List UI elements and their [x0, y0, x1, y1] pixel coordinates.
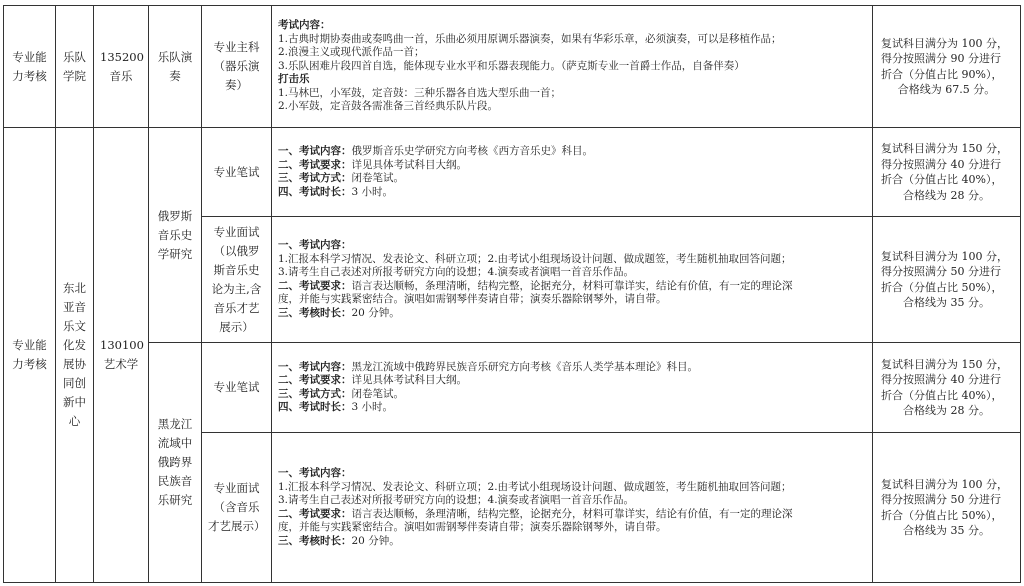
college-cell: 东北亚音乐文化发展协同创新中心 [56, 128, 94, 583]
item-key: 一、考试内容： [278, 467, 352, 479]
item-key: 一、考试内容： [278, 239, 352, 251]
item-value: 俄罗斯音乐史学研究方向考核《西方音乐史》科目。 [351, 145, 593, 157]
item-value: 黑龙江流域中俄跨界民族音乐研究方向考核《音乐人类学基本理论》科目。 [351, 360, 698, 373]
content-cell [272, 6, 873, 128]
item-key: 三、考核时长： [278, 306, 352, 319]
subject-cell: 专业面试（含音乐才艺展示） [202, 433, 272, 583]
subject-cell: 专业主科（器乐演奏） [202, 6, 272, 128]
score-line: 得分按照满分 40 分进行 [881, 157, 1001, 171]
subject-cell: 专业面试（以俄罗斯音乐史论为主,含音乐才艺展示） [202, 217, 272, 343]
content-line: 1.古典时期协奏曲或奏鸣曲一首，乐曲必须用原调乐器演奏，如果有华彩乐章，必须演奏，可以是移植作品； [278, 32, 782, 45]
content-heading: 打击乐 [278, 73, 310, 86]
item-key: 二、考试要求： [278, 374, 352, 386]
score-line: 折合（分值占比 50%）， [881, 508, 1003, 522]
exam-requirements-table [3, 5, 1020, 582]
content-cell [272, 128, 873, 217]
subject-cell: 专业笔试 [202, 343, 272, 433]
content-cell [272, 217, 873, 343]
table-row [4, 343, 1021, 433]
score-line: 折合（分值占比 50%）， [881, 280, 1003, 294]
score-cell [873, 217, 1021, 343]
direction-cell: 乐队演奏 [149, 6, 202, 128]
content-line: 1.汇报本科学习情况、发表论文、科研立项；2.由考试小组现场设计问题、做成题签，考生随机抽取回答问题； [278, 252, 792, 265]
score-line: 复试科目满分为 100 分， [881, 477, 1008, 491]
score-line: 折合（分值占比 90%）， [881, 67, 1003, 81]
item-value: 语言表达顺畅，条理清晰，结构完整，论据充分，材料可靠详实，结论有价值，有一定的理论深 [351, 279, 793, 292]
content-line: 1.马林巴，小军鼓，定音鼓：三种乐器各自选大型乐曲一首； [278, 86, 562, 99]
score-line: 得分按照满分 90 分进行 [881, 52, 1001, 65]
item-value: 3 小时。 [351, 185, 394, 198]
content-line: 3.乐队困难片段四首自选，能体现专业水平和乐器表现能力。（萨克斯专业一首爵士作品，自备伴奏） [278, 59, 745, 72]
content-line: 2.小军鼓，定音鼓各需准备三首经典乐队片段。 [278, 100, 499, 113]
score-cell [873, 343, 1021, 433]
content-line: 度，并能与实践紧密结合。演唱如需钢琴伴奏请自带；演奏乐器除钢琴外，请自带。 [278, 293, 667, 305]
subject-cell: 专业笔试 [202, 128, 272, 217]
score-line: 复试科目满分为 150 分， [881, 142, 1008, 155]
content-line: 2.浪漫主义或现代派作品一首； [278, 46, 425, 59]
item-value: 20 分钟。 [351, 306, 400, 319]
direction-cell: 俄罗斯音乐史学研究 [149, 128, 202, 343]
major-cell: 130100艺术学 [94, 128, 149, 583]
item-key: 二、考试要求： [278, 279, 352, 292]
item-key: 一、考试内容： [278, 145, 352, 157]
item-value: 20 分钟。 [351, 534, 400, 547]
college-cell: 乐队学院 [56, 6, 94, 128]
score-line: 得分按照满分 50 分进行 [881, 265, 1001, 278]
content-line: 3.请考生自己表述对所报考研究方向的设想；4.演奏或者演唱一首音乐作品。 [278, 494, 635, 506]
score-cell [873, 6, 1021, 128]
item-value: 语言表达顺畅，条理清晰，结构完整，论据充分，材料可靠详实，结论有价值，有一定的理论深 [351, 507, 793, 520]
item-value: 闭卷笔试。 [351, 387, 404, 400]
score-line: 得分按照满分 50 分进行 [881, 493, 1001, 506]
content-line: 3.请考生自己表述对所报考研究方向的设想；4.演奏或者演唱一首音乐作品。 [278, 266, 635, 278]
major-cell: 135200音乐 [94, 6, 149, 128]
item-key: 四、考试时长： [278, 185, 352, 198]
score-cell [873, 128, 1021, 217]
table-row [4, 6, 1021, 128]
item-key: 二、考试要求： [278, 158, 352, 171]
score-line: 合格线为 28 分。 [903, 188, 990, 202]
score-line: 合格线为 67.5 分。 [897, 83, 996, 96]
direction-cell: 黑龙江流域中俄跨界民族音乐研究 [149, 343, 202, 583]
item-value: 详见具体考试科目大纲。 [351, 158, 467, 171]
item-key: 三、考试方式： [278, 172, 352, 184]
score-line: 合格线为 35 分。 [903, 524, 990, 537]
score-line: 折合（分值占比 40%）， [881, 173, 1003, 186]
item-value: 3 小时。 [351, 401, 394, 413]
content-line: 1.汇报本科学习情况、发表论文、科研立项；2.由考试小组现场设计问题、做成题签，考生随机抽取回答问题； [278, 480, 792, 493]
content-cell [272, 433, 873, 583]
item-value: 详见具体考试科目大纲。 [351, 374, 467, 386]
content-cell [272, 343, 873, 433]
item-key: 四、考试时长： [278, 401, 352, 413]
item-key: 三、考核时长： [278, 534, 352, 547]
item-key: 一、考试内容： [278, 360, 352, 373]
category-cell: 专业能力考核 [4, 6, 56, 128]
item-value: 闭卷笔试。 [351, 172, 404, 184]
score-line: 合格线为 28 分。 [903, 404, 990, 417]
score-line: 得分按照满分 40 分进行 [881, 373, 1001, 386]
score-line: 折合（分值占比 40%）， [881, 388, 1003, 402]
score-line: 复试科目满分为 100 分， [881, 36, 1008, 50]
score-line: 合格线为 35 分。 [903, 296, 990, 309]
content-heading: 考试内容： [278, 19, 331, 32]
item-key: 三、考试方式： [278, 387, 352, 400]
item-key: 二、考试要求： [278, 507, 352, 520]
score-cell [873, 433, 1021, 583]
table-row [4, 128, 1021, 217]
score-line: 复试科目满分为 100 分， [881, 249, 1008, 263]
score-line: 复试科目满分为 150 分， [881, 357, 1008, 371]
content-line: 度，并能与实践紧密结合。演唱如需钢琴伴奏请自带；演奏乐器除钢琴外，请自带。 [278, 521, 667, 533]
category-cell: 专业能力考核 [4, 128, 56, 583]
